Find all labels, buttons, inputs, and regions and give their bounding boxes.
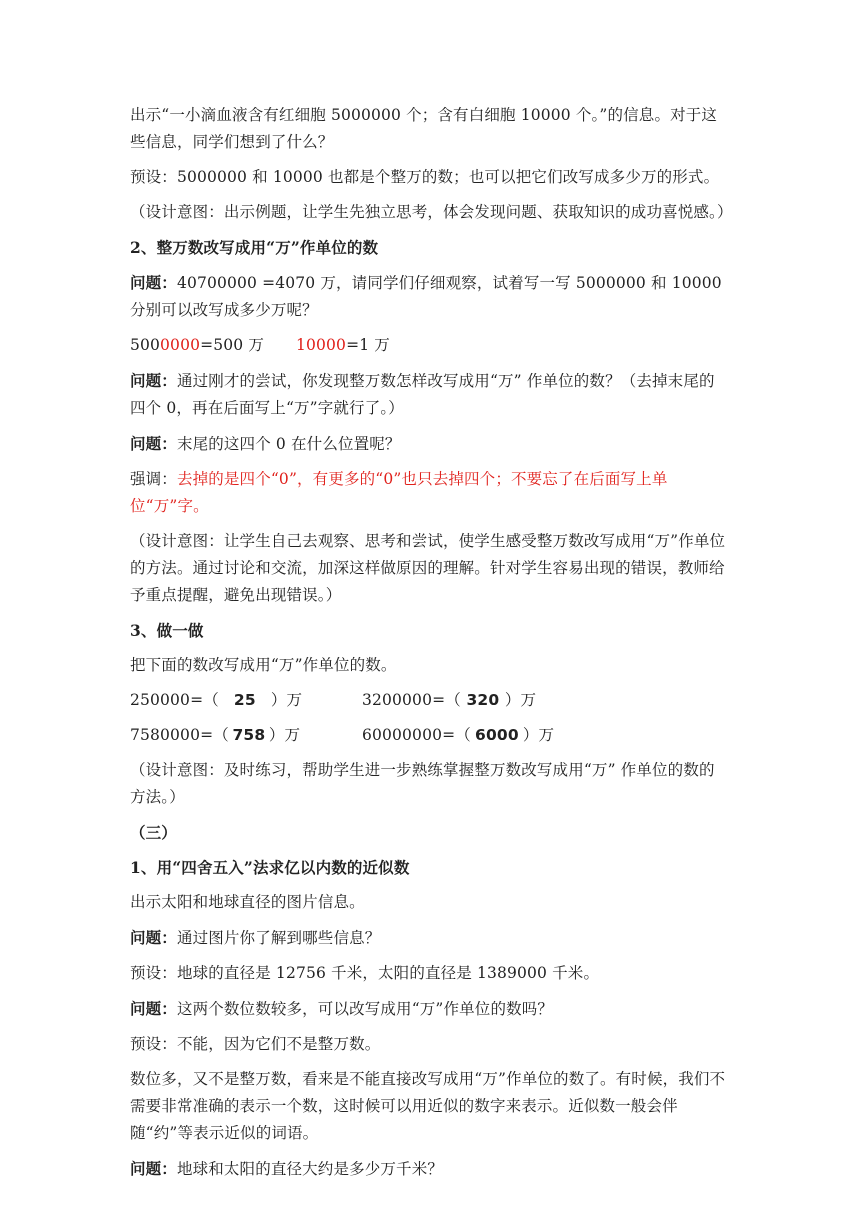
exercise-left: 3200000=（ (362, 691, 461, 709)
exercise-item (130, 722, 362, 749)
question-text: 通过刚才的尝试，你发现整万数怎样改写成用“万” 作单位的数？（去掉末尾的四个 0，再在后面写上“万”字就行了。） (130, 372, 715, 417)
exercise-left: 60000000=（ (362, 726, 471, 744)
emphasis-note (130, 466, 730, 520)
paragraph-preset-3: 预设：不能，因为它们不是整万数。 (130, 1035, 381, 1053)
question-text: 这两个数位数较多，可以改写成用“万”作单位的数吗？ (176, 1000, 554, 1018)
paragraph-approx-intro: 数位多，又不是整万数，看来是不能直接改写成用“万”作单位的数了。有时候，我们不需要非常准确的表示一个数，这时候可以用近似的数字来表示。近似数一般会伴随“约”等表示近似的词语。 (130, 1070, 726, 1142)
question-label: 问题： (130, 1159, 177, 1178)
question-label: 问题： (130, 928, 177, 947)
exercise-right: ）万 (270, 691, 303, 709)
exercise-answer: 320 (466, 691, 500, 709)
exercise-answer: 6000 (475, 726, 519, 744)
question-4 (130, 924, 730, 952)
paragraph-preset-1: 预设：5000000 和 10000 也都是个整万的数；也可以把它们改写成多少万的形式。 (130, 168, 720, 186)
question-text: 通过图片你了解到哪些信息？ (176, 929, 381, 947)
example-b-highlight: 10000 (296, 336, 347, 354)
example-line (130, 332, 730, 359)
question-label: 问题： (130, 434, 177, 453)
question-text: 40700000 =4070 万，请同学们仔细观察，试着写一写 5000000 和 10000 分别可以改写成多少万呢？ (130, 274, 722, 319)
exercise-answer: 758 (232, 726, 266, 744)
question-6 (130, 1155, 730, 1183)
exercise-answer: 25 (233, 691, 256, 709)
question-2 (130, 367, 730, 422)
section-three: （三） (130, 823, 177, 842)
emphasis-text: 去掉的是四个“0”，有更多的“0”也只去掉四个；不要忘了在后面写上单位“万”字。 (130, 470, 668, 515)
emphasis-label: 强调： (130, 470, 177, 488)
question-text: 地球和太阳的直径大约是多少万千米？ (176, 1160, 444, 1178)
practice-instruction: 把下面的数改写成用“万”作单位的数。 (130, 656, 397, 674)
heading-approximation: 1、用“四舍五入”法求亿以内数的近似数 (130, 858, 410, 877)
exercise-right: ）万 (522, 726, 555, 744)
paragraph-show-picture: 出示太阳和地球直径的图片信息。 (130, 893, 365, 911)
exercise-item (130, 687, 362, 714)
exercise-left: 250000=（ (130, 691, 219, 709)
exercise-item (362, 726, 554, 744)
question-3 (130, 430, 730, 458)
exercise-item (362, 691, 536, 709)
paragraph-design-intent-1: （设计意图：出示例题，让学生先独立思考，体会发现问题、获取知识的成功喜悦感。） (130, 203, 733, 221)
heading-rewrite-wan: 2、整万数改写成用“万”作单位的数 (130, 238, 379, 257)
paragraph-preset-2: 预设：地球的直径是 12756 千米，太阳的直径是 1389000 千米。 (130, 964, 600, 982)
question-label: 问题： (130, 273, 177, 292)
example-a-result: =500 万 (200, 336, 264, 354)
paragraph-design-intent-2: （设计意图：让学生自己去观察、思考和尝试，使学生感受整万数改写成用“万”作单位的方法。通过讨论和交流，加深这样做原因的理解。针对学生容易出现的错误，教师给予重点提醒，避免出现错误。） (130, 532, 726, 604)
example-a-prefix: 500 (130, 336, 161, 354)
paragraph-blood-info: 出示“一小滴血液含有红细胞 5000000 个；含有白细胞 10000 个。”的信息。对于这些信息，同学们想到了什么？ (130, 106, 718, 151)
exercise-right: ）万 (268, 726, 301, 744)
paragraph-design-intent-3: （设计意图：及时练习，帮助学生进一步熟练掌握整万数改写成用“万” 作单位的数的方法。） (130, 761, 715, 806)
exercise-row-1 (130, 687, 730, 714)
example-b-result: =1 万 (346, 336, 390, 354)
heading-practice: 3、做一做 (130, 621, 204, 640)
example-a-highlight: 0000 (160, 336, 201, 354)
question-5 (130, 995, 730, 1023)
exercise-row-2 (130, 722, 730, 749)
document-page (130, 102, 733, 1183)
question-text: 末尾的这四个 0 在什么位置呢？ (176, 435, 401, 453)
question-label: 问题： (130, 371, 177, 390)
question-1 (130, 269, 730, 324)
exercise-right: ）万 (504, 691, 537, 709)
exercise-left: 7580000=（ (130, 726, 229, 744)
question-label: 问题： (130, 999, 177, 1018)
